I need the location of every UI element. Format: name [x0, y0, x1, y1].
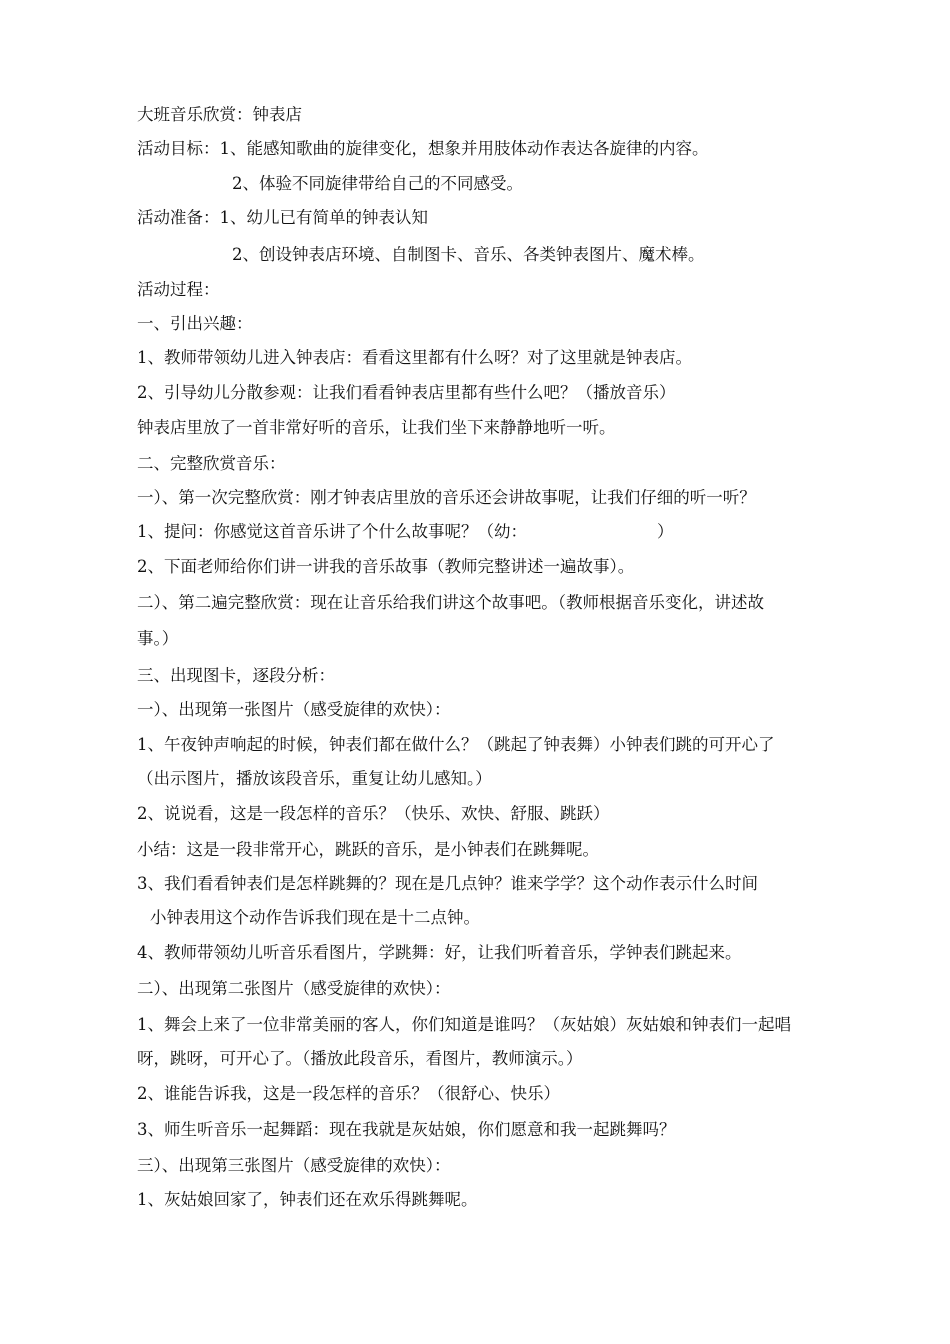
- preparation-label: 活动准备：: [137, 208, 220, 227]
- section1-paragraph-3: 钟表店里放了一首非常好听的音乐，让我们坐下来静静地听一听。: [137, 418, 616, 437]
- part1-summary: 小结：这是一段非常开心，跳跃的音乐，是小钟表们在跳舞呢。: [137, 840, 599, 859]
- section2-heading: 二、完整欣赏音乐：: [137, 454, 286, 473]
- part1-paragraph-3-line-2: 小钟表用这个动作告诉我们现在是十二点钟。: [150, 908, 480, 927]
- part2-heading: 二）、出现第二张图片（感受旋律的欢快）：: [137, 979, 451, 998]
- preparation-item-1: 1、幼儿已有简单的钟表认知: [219, 208, 428, 227]
- section1-heading: 一、引出兴趣：: [137, 314, 253, 333]
- part1-paragraph-1-line-1: 1、午夜钟声响起的时候，钟表们都在做什么？（跳起了钟表舞）小钟表们跳的可开心了: [137, 735, 775, 754]
- goals-label: 活动目标：: [137, 139, 220, 158]
- section3-heading: 三、出现图卡，逐段分析：: [137, 666, 335, 685]
- goal-item-1: 1、能感知歌曲的旋律变化，想象并用肢体动作表达各旋律的内容。: [219, 139, 709, 158]
- section2-question-2: 2、下面老师给你们讲一讲我的音乐故事（教师完整讲述一遍故事）。: [137, 557, 635, 576]
- part2-paragraph-1-line-1: 1、舞会上来了一位非常美丽的客人，你们知道是谁吗？（灰姑娘）灰姑娘和钟表们一起唱: [137, 1015, 791, 1034]
- section2-question-1: [137, 520, 674, 544]
- part3-heading: 三）、出现第三张图片（感受旋律的欢快）：: [137, 1156, 451, 1175]
- goal-item-2: 2、体验不同旋律带给自己的不同感受。: [232, 174, 523, 193]
- goals-line-1: [137, 137, 709, 161]
- section1-paragraph-2: 2、引导幼儿分散参观：让我们看看钟表店里都有些什么吧？（播放音乐）: [137, 383, 676, 402]
- part1-paragraph-1-line-2: （出示图片，播放该段音乐，重复让幼儿感知。）: [137, 769, 492, 788]
- part3-paragraph-1: 1、灰姑娘回家了，钟表们还在欢乐得跳舞呢。: [137, 1190, 478, 1209]
- section2-subsection-2-line-1: 二）、第二遍完整欣赏：现在让音乐给我们讲这个故事吧。（教师根据音乐变化，讲述故: [137, 593, 764, 612]
- preparation-line-1: [137, 206, 428, 230]
- part2-paragraph-2: 2、谁能告诉我，这是一段怎样的音乐？（很舒心、快乐）: [137, 1084, 560, 1103]
- part1-paragraph-3-line-1: 3、我们看看钟表们是怎样跳舞的？现在是几点钟？谁来学学？这个动作表示什么时间: [137, 874, 758, 893]
- part2-paragraph-3: 3、师生听音乐一起舞蹈：现在我就是灰姑娘，你们愿意和我一起跳舞吗？: [137, 1120, 676, 1139]
- section1-paragraph-1: 1、教师带领幼儿进入钟表店：看看这里都有什么呀？对了这里就是钟表店。: [137, 348, 692, 367]
- part2-paragraph-1-line-2: 呀，跳呀，可开心了。（播放此段音乐，看图片，教师演示。）: [137, 1049, 583, 1068]
- part1-paragraph-4: 4、教师带领幼儿听音乐看图片，学跳舞：好，让我们听着音乐，学钟表们跳起来。: [137, 943, 742, 962]
- part1-heading: 一）、出现第一张图片（感受旋律的欢快）：: [137, 700, 451, 719]
- section2-subsection-1: 一）、第一次完整欣赏：刚才钟表店里放的音乐还会讲故事呢，让我们仔细的听一听？: [137, 488, 756, 507]
- document-title: 大班音乐欣赏：钟表店: [137, 105, 302, 124]
- preparation-item-2: 2、创设钟表店环境、自制图卡、音乐、各类钟表图片、魔术棒。: [232, 245, 705, 264]
- question-1-close: ）: [657, 522, 674, 541]
- process-label: 活动过程：: [137, 280, 220, 299]
- question-1-text: 1、提问：你感觉这首音乐讲了个什么故事呢？（幼：: [137, 522, 527, 541]
- part1-paragraph-2: 2、说说看，这是一段怎样的音乐？（快乐、欢快、舒服、跳跃）: [137, 804, 610, 823]
- section2-subsection-2-line-2: 事。）: [137, 629, 179, 648]
